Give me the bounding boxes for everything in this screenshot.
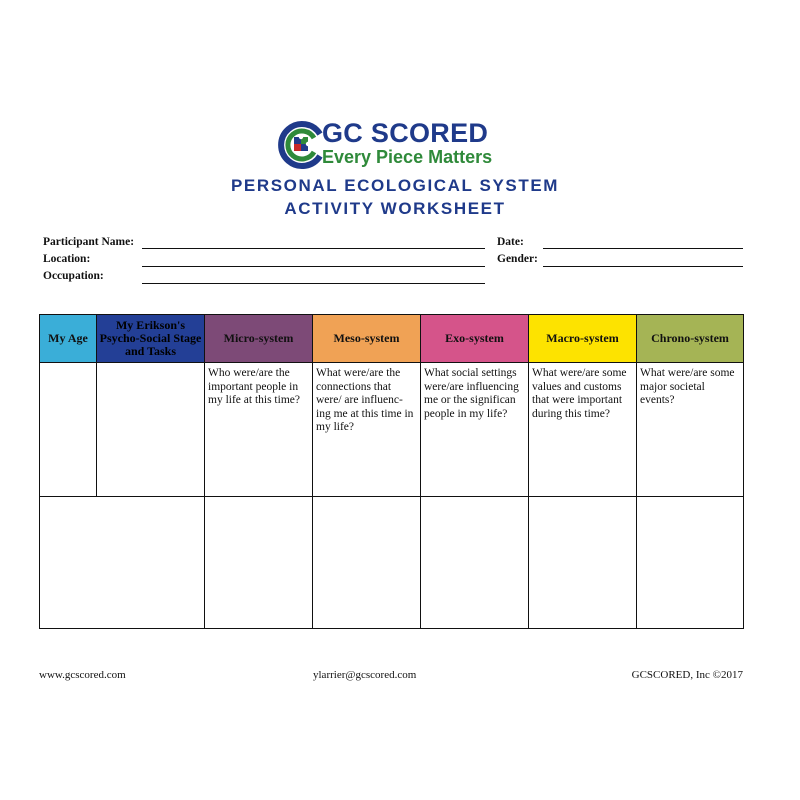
- worksheet-title-line2: ACTIVITY WORKSHEET: [284, 199, 506, 218]
- brand-name: GC SCORED: [322, 118, 489, 148]
- row-divider: [40, 496, 743, 497]
- header-erikson-stage: My Erikson's Psycho-Social Stage and Tasks: [97, 315, 205, 363]
- header-meso-system: Meso-system: [313, 315, 421, 363]
- exo-system-prompt: What social settings were/are influencing me or the significan people in my life?: [424, 367, 519, 420]
- participant-name-line[interactable]: [142, 248, 485, 249]
- footer-email[interactable]: ylarrier@gcscored.com: [313, 669, 417, 681]
- meso-system-prompt: What were/are the connections that were/ are influenc-ing me at this time in my life?: [316, 367, 414, 433]
- occupation-line[interactable]: [142, 283, 485, 284]
- header-macro-system: Macro-system: [529, 315, 637, 363]
- footer-website[interactable]: www.gcscored.com: [39, 669, 126, 681]
- worksheet-title-line1: PERSONAL ECOLOGICAL SYSTEM: [230, 176, 560, 195]
- header-chrono-system: Chrono-system: [637, 315, 743, 363]
- ecological-system-table: [39, 314, 744, 629]
- brand-logo: [276, 118, 516, 172]
- location-label: Location:: [43, 253, 91, 265]
- header-micro-system: Micro-system: [205, 315, 313, 363]
- grid-line-age: [96, 363, 97, 496]
- gender-line[interactable]: [543, 266, 743, 267]
- location-line[interactable]: [142, 266, 485, 267]
- date-label: Date:: [497, 236, 524, 248]
- chrono-system-prompt: What were/are some major societal events?: [640, 367, 735, 406]
- occupation-label: Occupation:: [43, 270, 104, 282]
- date-line[interactable]: [543, 248, 743, 249]
- puzzle-logo-icon: [276, 120, 326, 170]
- brand-tagline: Every Piece Matters: [322, 147, 493, 167]
- micro-system-prompt: Who were/are the important people in my life at this time?: [208, 367, 300, 406]
- gender-label: Gender:: [497, 253, 538, 265]
- participant-name-label: Participant Name:: [43, 236, 135, 248]
- macro-system-prompt: What were/are some values and customs that were important during this time?: [532, 367, 627, 420]
- header-exo-system: Exo-system: [421, 315, 529, 363]
- footer-copyright: GCSCORED, Inc ©2017: [631, 669, 743, 681]
- header-my-age: My Age: [40, 315, 97, 363]
